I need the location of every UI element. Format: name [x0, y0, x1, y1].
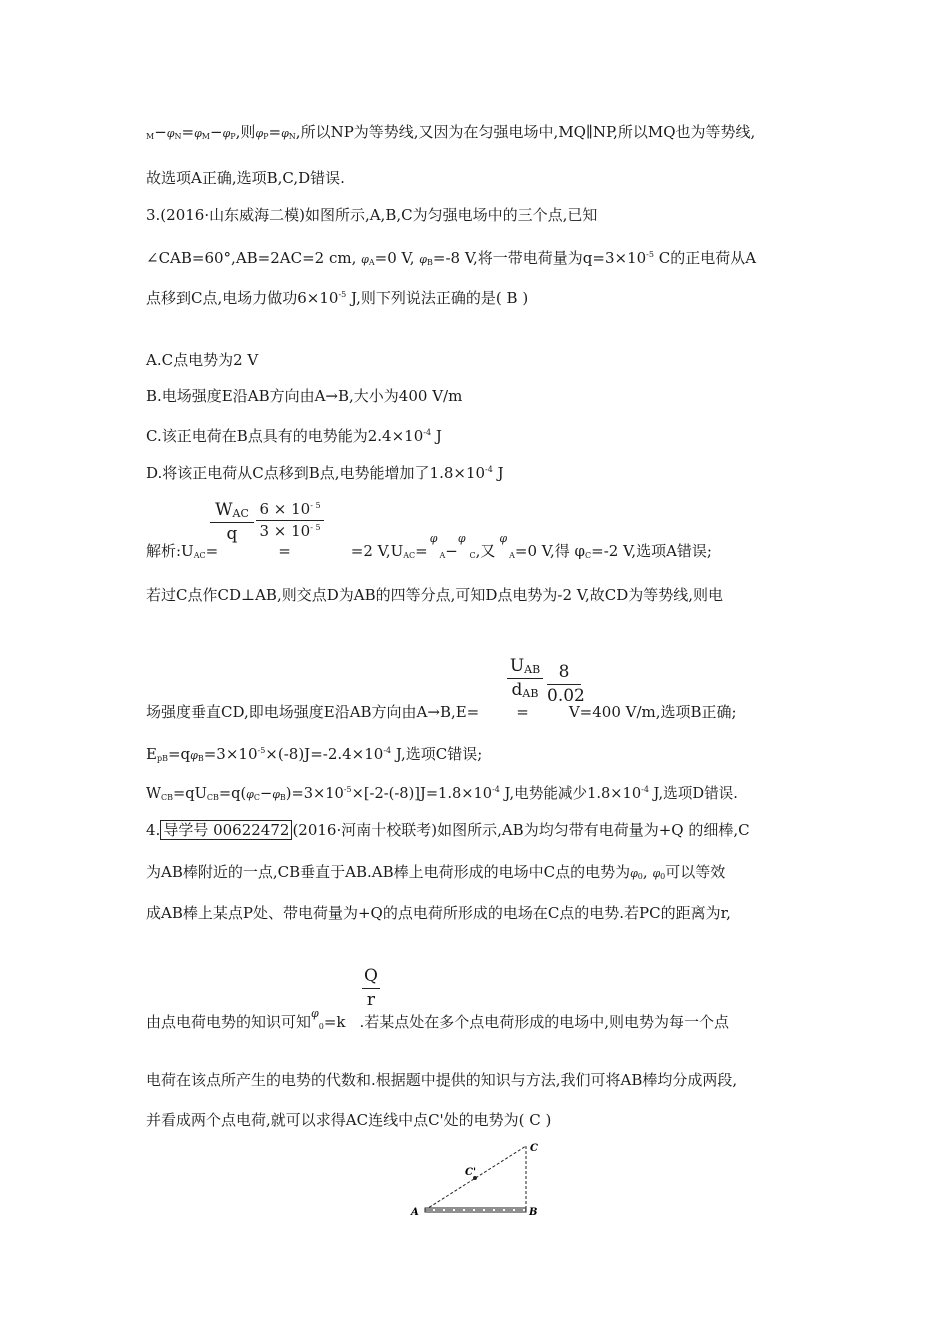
- text: 解析:U: [146, 542, 194, 560]
- text: =-2 V,选项A错误;: [591, 542, 712, 560]
- text: (2016·河南十校联考)如图所示,AB为均匀带有电荷量为+Q 的细棒,C: [292, 821, 750, 839]
- fraction-numerator: 8: [547, 662, 581, 685]
- text: =-8 V,将一带电荷量为q=3×10: [432, 249, 647, 267]
- superscript: -4: [485, 465, 493, 474]
- subscript: C: [469, 551, 476, 560]
- text: ,又: [475, 542, 496, 560]
- subscript: B: [426, 258, 433, 267]
- phi-symbol: φ: [281, 127, 289, 140]
- subscript: C: [253, 793, 260, 802]
- fraction-numerator: [210, 500, 254, 523]
- fraction-denominator: [256, 521, 324, 540]
- guide-number-box: 导学号 00622472: [160, 820, 292, 840]
- subscript: N: [174, 132, 182, 141]
- phi-symbol: φ: [311, 1007, 319, 1020]
- phi-symbol: φ: [272, 788, 280, 801]
- label-a: A: [411, 1207, 419, 1218]
- superscript: -4: [492, 785, 500, 794]
- phi-symbol: φ: [419, 253, 427, 266]
- text: W: [215, 500, 233, 520]
- phi-symbol: φ: [429, 532, 438, 545]
- fraction-numerator: Q: [362, 966, 380, 989]
- text: 场强度垂直CD,即电场强度E沿AB方向由A→B,E=: [146, 703, 480, 721]
- subscript: B: [279, 793, 286, 802]
- text-line: 电荷在该点所产生的电势的代数和.根据题中提供的知识与方法,我们可将AB棒均分成两段,: [146, 1071, 738, 1089]
- fraction-wac-over-q: [210, 500, 254, 544]
- fraction-numerator: [507, 656, 543, 679]
- phi-symbol: φ: [630, 867, 638, 880]
- subscript: A: [439, 551, 446, 560]
- text: −: [445, 542, 458, 560]
- text-line: [146, 285, 528, 308]
- text: −: [154, 123, 167, 141]
- label-b: B: [529, 1207, 538, 1218]
- text: 可以等效: [665, 863, 726, 881]
- text: D.将该正电荷从C点移到B点,电势能增加了1.8×10: [146, 464, 486, 482]
- text-line: 并看成两个点电荷,就可以求得AC连线中点C'处的电势为( C ): [146, 1111, 552, 1129]
- superscript: -5: [646, 250, 654, 259]
- text: V=400 V/m,选项B正确;: [568, 703, 737, 721]
- label-c-prime: C': [465, 1167, 477, 1178]
- phi-symbol: φ: [652, 867, 661, 880]
- text: 3 × 10: [259, 522, 311, 540]
- question-3-title: 3.(2016·山东威海二模)如图所示,A,B,C为匀强电场中的三个点,已知: [146, 206, 598, 224]
- text: =2 V,U: [350, 542, 404, 560]
- text: ,: [642, 863, 653, 881]
- text: =3×10: [203, 745, 258, 763]
- text: W: [146, 785, 161, 802]
- superscript: -4: [641, 785, 649, 794]
- text: =q(: [218, 785, 247, 802]
- text: ×(-8)J=-2.4×10: [265, 745, 384, 763]
- subscript: AB: [522, 687, 539, 700]
- superscript: -5: [338, 290, 347, 299]
- fraction-uab-over-dab: [507, 656, 543, 700]
- fraction-numerator: [256, 500, 324, 521]
- fraction-denominator: [507, 679, 543, 700]
- subscript: A: [368, 258, 375, 267]
- text: =: [205, 542, 219, 560]
- text: =qU: [173, 785, 207, 802]
- text: d: [511, 680, 523, 700]
- fraction-denominator: 0.02: [547, 686, 585, 706]
- text: 4.: [146, 821, 161, 839]
- option-d: [146, 460, 504, 483]
- subscript: N: [288, 132, 296, 141]
- text: J,选项C错误;: [391, 745, 483, 763]
- text-line: [146, 862, 725, 887]
- solution-line-2: 若过C点作CD⊥AB,则交点D为AB的四等分点,可知D点电势为-2 V,故CD为等势线,则电: [146, 586, 724, 604]
- subscript: M: [146, 132, 155, 141]
- text: U: [509, 656, 525, 676]
- option-c: [146, 423, 442, 446]
- subscript: 0: [637, 872, 643, 881]
- phi-symbol: φ: [194, 127, 202, 140]
- text-line: 成AB棒上某点P处、带电荷量为+Q的点电荷所形成的电场在C点的电势.若PC的距离为r,: [146, 904, 731, 922]
- text: ,所以NP为等势线,又因为在匀强电场中,MQ∥NP,所以MQ也为等势线,: [295, 123, 756, 141]
- subscript: CB: [161, 793, 173, 802]
- fraction-8-over-002: [547, 662, 585, 706]
- text: J,则下列说法正确的是( B ): [346, 289, 529, 307]
- text: J,选项D错误.: [648, 785, 738, 802]
- fraction-q-over-r: [362, 966, 380, 1010]
- text: .若某点处在多个点电荷形成的电场中,则电势为每一个点: [359, 1013, 730, 1031]
- fraction-denominator: q: [226, 524, 238, 544]
- option-a: A.C点电势为2 V: [146, 351, 259, 369]
- phi-symbol: φ: [190, 749, 198, 762]
- solution-line-1: [146, 532, 712, 566]
- subscript: AC: [403, 551, 416, 560]
- question-4-title: [146, 820, 750, 840]
- subscript: CB: [206, 793, 219, 802]
- subscript: 0: [318, 1022, 324, 1031]
- subscript: P: [263, 132, 269, 141]
- superscript: -5: [257, 746, 266, 755]
- subscript: AC: [232, 507, 249, 520]
- text: =: [268, 123, 282, 141]
- phi-symbol: φ: [255, 127, 264, 140]
- fraction-values: [256, 500, 324, 540]
- text: =q: [167, 745, 191, 763]
- superscript: -4: [423, 428, 432, 437]
- text: J: [492, 464, 504, 482]
- phi-symbol: φ: [246, 788, 254, 801]
- rod-triangle-figure: [405, 1136, 555, 1226]
- text: ,则: [235, 123, 256, 141]
- phi-symbol: φ: [222, 127, 231, 140]
- subscript: AB: [524, 663, 541, 676]
- text-line: [146, 122, 755, 147]
- text-line: [146, 245, 756, 273]
- option-b: B.电场强度E沿AB方向由A→B,大小为400 V/m: [146, 387, 463, 405]
- text: −: [209, 123, 223, 141]
- text: E: [146, 745, 157, 763]
- phi-symbol: φ: [166, 127, 175, 140]
- label-c: C: [530, 1143, 538, 1154]
- text: 为AB棒附近的一点,CB垂直于AB.AB棒上电荷形成的电场中C点的电势为: [146, 863, 631, 881]
- text: 点移到C点,电场力做功6×10: [146, 289, 339, 307]
- text: −: [259, 785, 273, 802]
- solution-line-3: [146, 702, 737, 722]
- subscript: M: [201, 132, 210, 141]
- phi-symbol: φ: [361, 253, 369, 266]
- subscript: C: [585, 551, 592, 560]
- subscript: B: [197, 754, 204, 763]
- text: =0 V,: [374, 249, 420, 267]
- text: =: [415, 542, 428, 560]
- superscript: - 5: [310, 501, 321, 510]
- text: 由点电荷电势的知识可知: [146, 1013, 312, 1031]
- text: C的正电荷从A: [653, 249, 757, 267]
- text: =: [516, 703, 529, 721]
- phi-symbol: φ: [499, 532, 508, 545]
- subscript: A: [509, 551, 515, 560]
- superscript: -4: [383, 746, 392, 755]
- solution-line-5: [146, 780, 738, 808]
- subscript: AC: [193, 551, 206, 560]
- text: =k: [323, 1013, 346, 1031]
- text: =: [181, 123, 195, 141]
- text: C.该正电荷在B点具有的电势能为2.4×10: [146, 427, 424, 445]
- superscript: -5: [343, 785, 352, 794]
- text: ×[-2-(-8)]J=1.8×10: [351, 785, 493, 802]
- text: =0 V,得 φ: [514, 542, 586, 560]
- text-line: 故选项A正确,选项B,C,D错误.: [146, 169, 345, 187]
- text: ∠CAB=60°,AB=2AC=2 cm,: [146, 249, 362, 267]
- text: =: [278, 542, 291, 560]
- subscript: 0: [660, 872, 666, 881]
- text: J,电势能减少1.8×10: [499, 785, 642, 802]
- superscript: - 5: [310, 523, 321, 532]
- text: )=3×10: [285, 785, 344, 802]
- fraction-denominator: r: [366, 990, 376, 1010]
- subscript: pB: [156, 754, 168, 763]
- text: J: [431, 427, 442, 445]
- text: 6 × 10: [259, 500, 311, 518]
- subscript: P: [230, 132, 236, 141]
- phi-symbol: φ: [457, 532, 466, 545]
- solution-line-4: [146, 741, 482, 769]
- text-line: [146, 1007, 730, 1037]
